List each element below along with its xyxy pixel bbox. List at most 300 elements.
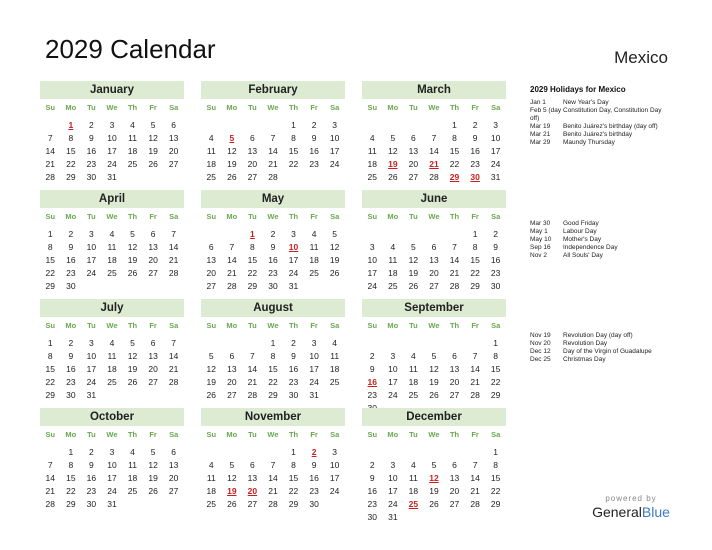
day-cell[interactable]: 27 <box>168 159 179 169</box>
day-cell[interactable]: 1 <box>270 338 276 348</box>
day-cell[interactable]: 16 <box>470 146 480 156</box>
day-cell[interactable]: 13 <box>168 460 179 470</box>
day-cell[interactable]: 20 <box>148 255 158 265</box>
day-cell[interactable]: 13 <box>449 364 460 374</box>
day-cell[interactable]: 20 <box>148 364 158 374</box>
day-cell[interactable]: 24 <box>107 486 117 496</box>
day-cell[interactable]: 5 <box>130 229 135 239</box>
day-cell[interactable]: 16 <box>288 364 299 374</box>
day-cell[interactable]: 31 <box>107 172 117 182</box>
day-cell[interactable]: 15 <box>45 364 56 374</box>
day-cell[interactable]: 22 <box>449 159 460 169</box>
day-cell[interactable]: 15 <box>247 255 258 265</box>
day-cell[interactable]: 26 <box>429 390 439 400</box>
day-cell[interactable]: 28 <box>470 390 480 400</box>
day-cell[interactable]: 22 <box>288 159 299 169</box>
day-cell[interactable]: 28 <box>268 172 278 182</box>
day-cell[interactable]: 14 <box>429 146 439 156</box>
day-cell[interactable]: 30 <box>66 390 76 400</box>
day-cell[interactable]: 26 <box>329 268 340 278</box>
day-cell[interactable]: 28 <box>429 172 439 182</box>
day-cell[interactable]: 11 <box>107 351 117 361</box>
day-cell[interactable]: 14 <box>470 473 480 483</box>
day-cell[interactable]: 28 <box>45 172 56 182</box>
day-cell[interactable]: 24 <box>367 281 378 291</box>
day-cell[interactable]: 20 <box>206 268 217 278</box>
day-cell[interactable]: 24 <box>388 499 398 509</box>
day-cell[interactable]: 31 <box>309 390 319 400</box>
day-cell[interactable]: 11 <box>107 242 117 252</box>
day-cell[interactable]: 16 <box>66 364 76 374</box>
day-cell[interactable]: 8 <box>493 460 499 470</box>
day-cell[interactable]: 26 <box>429 499 439 509</box>
day-cell[interactable]: 7 <box>472 351 478 361</box>
day-cell[interactable]: 13 <box>148 351 158 361</box>
day-cell[interactable]: 18 <box>127 473 138 483</box>
day-cell[interactable]: 26 <box>227 172 237 182</box>
day-cell[interactable]: 24 <box>107 159 117 169</box>
day-cell[interactable]: 13 <box>148 242 158 252</box>
day-cell[interactable]: 31 <box>388 512 398 522</box>
day-cell[interactable]: 12 <box>206 364 217 374</box>
day-cell[interactable]: 11 <box>408 473 418 483</box>
day-cell[interactable]: 26 <box>388 172 398 182</box>
day-cell[interactable]: 10 <box>367 255 378 265</box>
day-cell[interactable]: 29 <box>268 390 278 400</box>
day-cell[interactable]: 3 <box>390 460 396 470</box>
day-cell[interactable]: 30 <box>288 390 299 400</box>
day-cell[interactable]: 27 <box>227 390 237 400</box>
day-cell[interactable]: 10 <box>86 351 97 361</box>
holiday-day[interactable]: 5 <box>229 133 235 143</box>
day-cell[interactable]: 9 <box>493 242 499 252</box>
day-cell[interactable]: 6 <box>171 447 177 457</box>
day-cell[interactable]: 17 <box>86 364 97 374</box>
day-cell[interactable]: 21 <box>247 377 258 387</box>
day-cell[interactable]: 27 <box>247 499 258 509</box>
day-cell[interactable]: 21 <box>268 486 278 496</box>
day-cell[interactable]: 5 <box>150 120 156 130</box>
day-cell[interactable]: 7 <box>270 460 276 470</box>
day-cell[interactable]: 3 <box>311 338 317 348</box>
day-cell[interactable]: 8 <box>47 351 53 361</box>
day-cell[interactable]: 23 <box>66 268 76 278</box>
day-cell[interactable]: 18 <box>408 486 419 496</box>
day-cell[interactable]: 23 <box>367 499 378 509</box>
day-cell[interactable]: 3 <box>109 120 115 130</box>
day-cell[interactable]: 11 <box>206 146 216 156</box>
day-cell[interactable]: 23 <box>309 159 319 169</box>
day-cell[interactable]: 28 <box>470 499 480 509</box>
day-cell[interactable]: 15 <box>66 146 76 156</box>
day-cell[interactable]: 19 <box>206 377 217 387</box>
day-cell[interactable]: 9 <box>369 364 375 374</box>
day-cell[interactable]: 18 <box>408 377 419 387</box>
day-cell[interactable]: 14 <box>227 255 237 265</box>
day-cell[interactable]: 8 <box>68 133 74 143</box>
holiday-day[interactable]: 21 <box>429 159 439 169</box>
day-cell[interactable]: 2 <box>369 351 375 361</box>
day-cell[interactable]: 26 <box>227 499 237 509</box>
day-cell[interactable]: 3 <box>89 229 94 239</box>
day-cell[interactable]: 20 <box>168 146 179 156</box>
day-cell[interactable]: 16 <box>490 255 501 265</box>
day-cell[interactable]: 15 <box>66 473 76 483</box>
day-cell[interactable]: 23 <box>288 377 299 387</box>
day-cell[interactable]: 23 <box>86 159 97 169</box>
day-cell[interactable]: 8 <box>493 351 499 361</box>
day-cell[interactable]: 15 <box>470 255 480 265</box>
day-cell[interactable]: 30 <box>367 512 378 522</box>
day-cell[interactable]: 1 <box>452 120 457 130</box>
day-cell[interactable]: 28 <box>227 281 237 291</box>
day-cell[interactable]: 29 <box>66 172 76 182</box>
day-cell[interactable]: 24 <box>86 268 97 278</box>
day-cell[interactable]: 22 <box>490 377 501 387</box>
day-cell[interactable]: 11 <box>128 133 137 143</box>
day-cell[interactable]: 6 <box>250 460 255 470</box>
day-cell[interactable]: 19 <box>429 486 439 496</box>
day-cell[interactable]: 28 <box>247 390 258 400</box>
day-cell[interactable]: 29 <box>45 281 56 291</box>
day-cell[interactable]: 1 <box>47 229 53 239</box>
day-cell[interactable]: 16 <box>309 473 319 483</box>
day-cell[interactable]: 3 <box>369 242 375 252</box>
day-cell[interactable]: 28 <box>168 268 179 278</box>
day-cell[interactable]: 2 <box>493 229 499 239</box>
day-cell[interactable]: 6 <box>171 120 177 130</box>
day-cell[interactable]: 4 <box>411 351 416 361</box>
day-cell[interactable]: 3 <box>109 447 115 457</box>
day-cell[interactable]: 24 <box>309 377 319 387</box>
day-cell[interactable]: 12 <box>429 364 439 374</box>
day-cell[interactable]: 4 <box>130 447 135 457</box>
day-cell[interactable]: 27 <box>449 499 460 509</box>
day-cell[interactable]: 16 <box>268 255 278 265</box>
day-cell[interactable]: 9 <box>89 460 94 470</box>
day-cell[interactable]: 25 <box>367 172 378 182</box>
day-cell[interactable]: 20 <box>408 159 419 169</box>
day-cell[interactable]: 13 <box>227 364 237 374</box>
day-cell[interactable]: 24 <box>288 268 299 278</box>
day-cell[interactable]: 26 <box>127 268 138 278</box>
holiday-day[interactable]: 25 <box>408 499 419 509</box>
day-cell[interactable]: 7 <box>171 338 177 348</box>
day-cell[interactable]: 19 <box>429 377 439 387</box>
day-cell[interactable]: 17 <box>388 486 398 496</box>
day-cell[interactable]: 25 <box>127 486 138 496</box>
day-cell[interactable]: 20 <box>247 159 258 169</box>
day-cell[interactable]: 14 <box>268 473 278 483</box>
day-cell[interactable]: 25 <box>388 281 398 291</box>
holiday-day[interactable]: 19 <box>388 159 398 169</box>
day-cell[interactable]: 24 <box>329 159 340 169</box>
day-cell[interactable]: 18 <box>388 268 398 278</box>
day-cell[interactable]: 10 <box>329 460 340 470</box>
day-cell[interactable]: 26 <box>127 377 138 387</box>
day-cell[interactable]: 9 <box>472 133 478 143</box>
day-cell[interactable]: 18 <box>329 364 340 374</box>
day-cell[interactable]: 13 <box>247 473 258 483</box>
day-cell[interactable]: 19 <box>127 364 138 374</box>
day-cell[interactable]: 23 <box>309 486 319 496</box>
day-cell[interactable]: 31 <box>288 281 299 291</box>
day-cell[interactable]: 22 <box>66 159 76 169</box>
day-cell[interactable]: 25 <box>408 390 419 400</box>
day-cell[interactable]: 3 <box>291 229 296 239</box>
day-cell[interactable]: 22 <box>45 377 56 387</box>
day-cell[interactable]: 19 <box>227 159 237 169</box>
day-cell[interactable]: 24 <box>86 377 97 387</box>
day-cell[interactable]: 4 <box>130 120 135 130</box>
day-cell[interactable]: 18 <box>107 364 117 374</box>
day-cell[interactable]: 2 <box>311 120 317 130</box>
day-cell[interactable]: 30 <box>268 281 278 291</box>
day-cell[interactable]: 19 <box>329 255 340 265</box>
day-cell[interactable]: 22 <box>45 268 56 278</box>
holiday-day[interactable]: 1 <box>250 229 255 239</box>
day-cell[interactable]: 21 <box>227 268 237 278</box>
day-cell[interactable]: 8 <box>452 133 457 143</box>
day-cell[interactable]: 12 <box>408 255 419 265</box>
day-cell[interactable]: 19 <box>127 255 138 265</box>
day-cell[interactable]: 25 <box>107 377 117 387</box>
day-cell[interactable]: 29 <box>490 499 501 509</box>
day-cell[interactable]: 1 <box>291 447 296 457</box>
day-cell[interactable]: 23 <box>66 377 76 387</box>
day-cell[interactable]: 12 <box>148 460 158 470</box>
day-cell[interactable]: 27 <box>148 268 158 278</box>
day-cell[interactable]: 4 <box>411 460 416 470</box>
day-cell[interactable]: 21 <box>449 268 460 278</box>
day-cell[interactable]: 18 <box>206 159 217 169</box>
day-cell[interactable]: 29 <box>288 499 299 509</box>
day-cell[interactable]: 1 <box>493 338 499 348</box>
day-cell[interactable]: 10 <box>309 351 319 361</box>
day-cell[interactable]: 21 <box>45 486 56 496</box>
day-cell[interactable]: 7 <box>472 460 478 470</box>
day-cell[interactable]: 24 <box>388 390 398 400</box>
day-cell[interactable]: 30 <box>309 499 319 509</box>
day-cell[interactable]: 14 <box>45 473 56 483</box>
day-cell[interactable]: 26 <box>206 390 217 400</box>
day-cell[interactable]: 6 <box>208 242 214 252</box>
day-cell[interactable]: 20 <box>227 377 237 387</box>
day-cell[interactable]: 19 <box>408 268 419 278</box>
day-cell[interactable]: 22 <box>288 486 299 496</box>
day-cell[interactable]: 1 <box>47 338 53 348</box>
day-cell[interactable]: 17 <box>329 146 340 156</box>
day-cell[interactable]: 1 <box>291 120 296 130</box>
day-cell[interactable]: 13 <box>408 146 419 156</box>
day-cell[interactable]: 20 <box>168 473 179 483</box>
day-cell[interactable]: 16 <box>309 146 319 156</box>
day-cell[interactable]: 23 <box>470 159 480 169</box>
day-cell[interactable]: 17 <box>86 255 97 265</box>
day-cell[interactable]: 6 <box>229 351 235 361</box>
day-cell[interactable]: 21 <box>168 364 179 374</box>
day-cell[interactable]: 17 <box>388 377 398 387</box>
day-cell[interactable]: 22 <box>490 486 501 496</box>
day-cell[interactable]: 14 <box>470 364 480 374</box>
day-cell[interactable]: 14 <box>247 364 258 374</box>
day-cell[interactable]: 12 <box>127 351 138 361</box>
day-cell[interactable]: 9 <box>369 473 375 483</box>
day-cell[interactable]: 2 <box>270 229 276 239</box>
day-cell[interactable]: 6 <box>150 229 156 239</box>
day-cell[interactable]: 11 <box>128 460 137 470</box>
holiday-day[interactable]: 29 <box>449 172 460 182</box>
day-cell[interactable]: 21 <box>45 159 56 169</box>
day-cell[interactable]: 11 <box>408 364 418 374</box>
day-cell[interactable]: 2 <box>68 338 74 348</box>
day-cell[interactable]: 3 <box>332 447 338 457</box>
day-cell[interactable]: 15 <box>288 146 299 156</box>
day-cell[interactable]: 5 <box>150 447 156 457</box>
day-cell[interactable]: 15 <box>288 473 299 483</box>
day-cell[interactable]: 22 <box>247 268 258 278</box>
day-cell[interactable]: 18 <box>309 255 319 265</box>
day-cell[interactable]: 14 <box>168 351 179 361</box>
day-cell[interactable]: 10 <box>86 242 97 252</box>
day-cell[interactable]: 12 <box>127 242 138 252</box>
day-cell[interactable]: 10 <box>329 133 340 143</box>
day-cell[interactable]: 22 <box>66 486 76 496</box>
day-cell[interactable]: 10 <box>388 473 398 483</box>
day-cell[interactable]: 4 <box>109 229 115 239</box>
day-cell[interactable]: 9 <box>89 133 94 143</box>
holiday-day[interactable]: 12 <box>429 473 439 483</box>
day-cell[interactable]: 17 <box>288 255 299 265</box>
day-cell[interactable]: 13 <box>449 473 460 483</box>
day-cell[interactable]: 6 <box>250 133 255 143</box>
day-cell[interactable]: 9 <box>311 133 317 143</box>
day-cell[interactable]: 28 <box>268 499 278 509</box>
day-cell[interactable]: 7 <box>171 229 177 239</box>
day-cell[interactable]: 18 <box>127 146 138 156</box>
day-cell[interactable]: 9 <box>68 242 74 252</box>
day-cell[interactable]: 16 <box>66 255 76 265</box>
holiday-day[interactable]: 1 <box>68 120 74 130</box>
day-cell[interactable]: 5 <box>332 229 338 239</box>
day-cell[interactable]: 7 <box>229 242 235 252</box>
day-cell[interactable]: 24 <box>329 486 340 496</box>
day-cell[interactable]: 3 <box>390 351 396 361</box>
day-cell[interactable]: 18 <box>367 159 378 169</box>
day-cell[interactable]: 29 <box>45 390 56 400</box>
day-cell[interactable]: 14 <box>268 146 278 156</box>
day-cell[interactable]: 8 <box>291 460 296 470</box>
day-cell[interactable]: 21 <box>268 159 278 169</box>
day-cell[interactable]: 11 <box>309 242 319 252</box>
day-cell[interactable]: 31 <box>490 172 501 182</box>
day-cell[interactable]: 2 <box>68 229 74 239</box>
day-cell[interactable]: 30 <box>66 281 76 291</box>
day-cell[interactable]: 12 <box>148 133 158 143</box>
day-cell[interactable]: 10 <box>107 460 117 470</box>
day-cell[interactable]: 21 <box>470 377 480 387</box>
day-cell[interactable]: 16 <box>86 473 97 483</box>
day-cell[interactable]: 7 <box>47 460 53 470</box>
holiday-day[interactable]: 19 <box>227 486 237 496</box>
day-cell[interactable]: 5 <box>130 338 135 348</box>
day-cell[interactable]: 7 <box>250 351 255 361</box>
day-cell[interactable]: 27 <box>206 281 217 291</box>
day-cell[interactable]: 9 <box>291 351 296 361</box>
day-cell[interactable]: 6 <box>452 351 457 361</box>
day-cell[interactable]: 23 <box>367 390 378 400</box>
day-cell[interactable]: 10 <box>490 133 501 143</box>
day-cell[interactable]: 3 <box>332 120 338 130</box>
day-cell[interactable]: 2 <box>472 120 478 130</box>
day-cell[interactable]: 9 <box>270 242 276 252</box>
day-cell[interactable]: 15 <box>268 364 278 374</box>
day-cell[interactable]: 11 <box>206 473 216 483</box>
day-cell[interactable]: 11 <box>388 255 398 265</box>
day-cell[interactable]: 19 <box>148 146 158 156</box>
day-cell[interactable]: 1 <box>68 447 74 457</box>
day-cell[interactable]: 3 <box>89 338 94 348</box>
day-cell[interactable]: 7 <box>452 242 457 252</box>
holiday-day[interactable]: 2 <box>311 447 317 457</box>
day-cell[interactable]: 25 <box>206 172 217 182</box>
day-cell[interactable]: 28 <box>45 499 56 509</box>
day-cell[interactable]: 27 <box>449 390 460 400</box>
holiday-day[interactable]: 20 <box>247 486 258 496</box>
day-cell[interactable]: 16 <box>86 146 97 156</box>
day-cell[interactable]: 6 <box>431 242 437 252</box>
day-cell[interactable]: 17 <box>490 146 501 156</box>
day-cell[interactable]: 8 <box>68 460 74 470</box>
day-cell[interactable]: 7 <box>47 133 53 143</box>
day-cell[interactable]: 17 <box>107 146 117 156</box>
day-cell[interactable]: 8 <box>270 351 276 361</box>
day-cell[interactable]: 5 <box>431 351 437 361</box>
day-cell[interactable]: 2 <box>369 460 375 470</box>
day-cell[interactable]: 23 <box>86 486 97 496</box>
day-cell[interactable]: 4 <box>332 338 338 348</box>
day-cell[interactable]: 30 <box>86 172 97 182</box>
day-cell[interactable]: 2 <box>291 338 296 348</box>
day-cell[interactable]: 14 <box>45 146 56 156</box>
day-cell[interactable]: 13 <box>247 146 258 156</box>
day-cell[interactable]: 5 <box>208 351 214 361</box>
day-cell[interactable]: 4 <box>109 338 115 348</box>
day-cell[interactable]: 5 <box>229 460 235 470</box>
day-cell[interactable]: 9 <box>311 460 317 470</box>
day-cell[interactable]: 12 <box>329 242 340 252</box>
day-cell[interactable]: 29 <box>247 281 258 291</box>
day-cell[interactable]: 10 <box>107 133 117 143</box>
day-cell[interactable]: 4 <box>390 242 396 252</box>
day-cell[interactable]: 3 <box>493 120 499 130</box>
day-cell[interactable]: 29 <box>470 281 480 291</box>
day-cell[interactable]: 5 <box>431 460 437 470</box>
day-cell[interactable]: 6 <box>452 460 457 470</box>
day-cell[interactable]: 20 <box>449 486 460 496</box>
day-cell[interactable]: 18 <box>206 486 217 496</box>
day-cell[interactable]: 13 <box>206 255 217 265</box>
day-cell[interactable]: 11 <box>367 146 377 156</box>
day-cell[interactable]: 22 <box>268 377 278 387</box>
day-cell[interactable]: 12 <box>227 473 237 483</box>
day-cell[interactable]: 28 <box>168 377 179 387</box>
day-cell[interactable]: 27 <box>429 281 439 291</box>
day-cell[interactable]: 17 <box>329 473 340 483</box>
holiday-day[interactable]: 16 <box>367 377 378 387</box>
day-cell[interactable]: 15 <box>490 473 501 483</box>
day-cell[interactable]: 14 <box>449 255 460 265</box>
